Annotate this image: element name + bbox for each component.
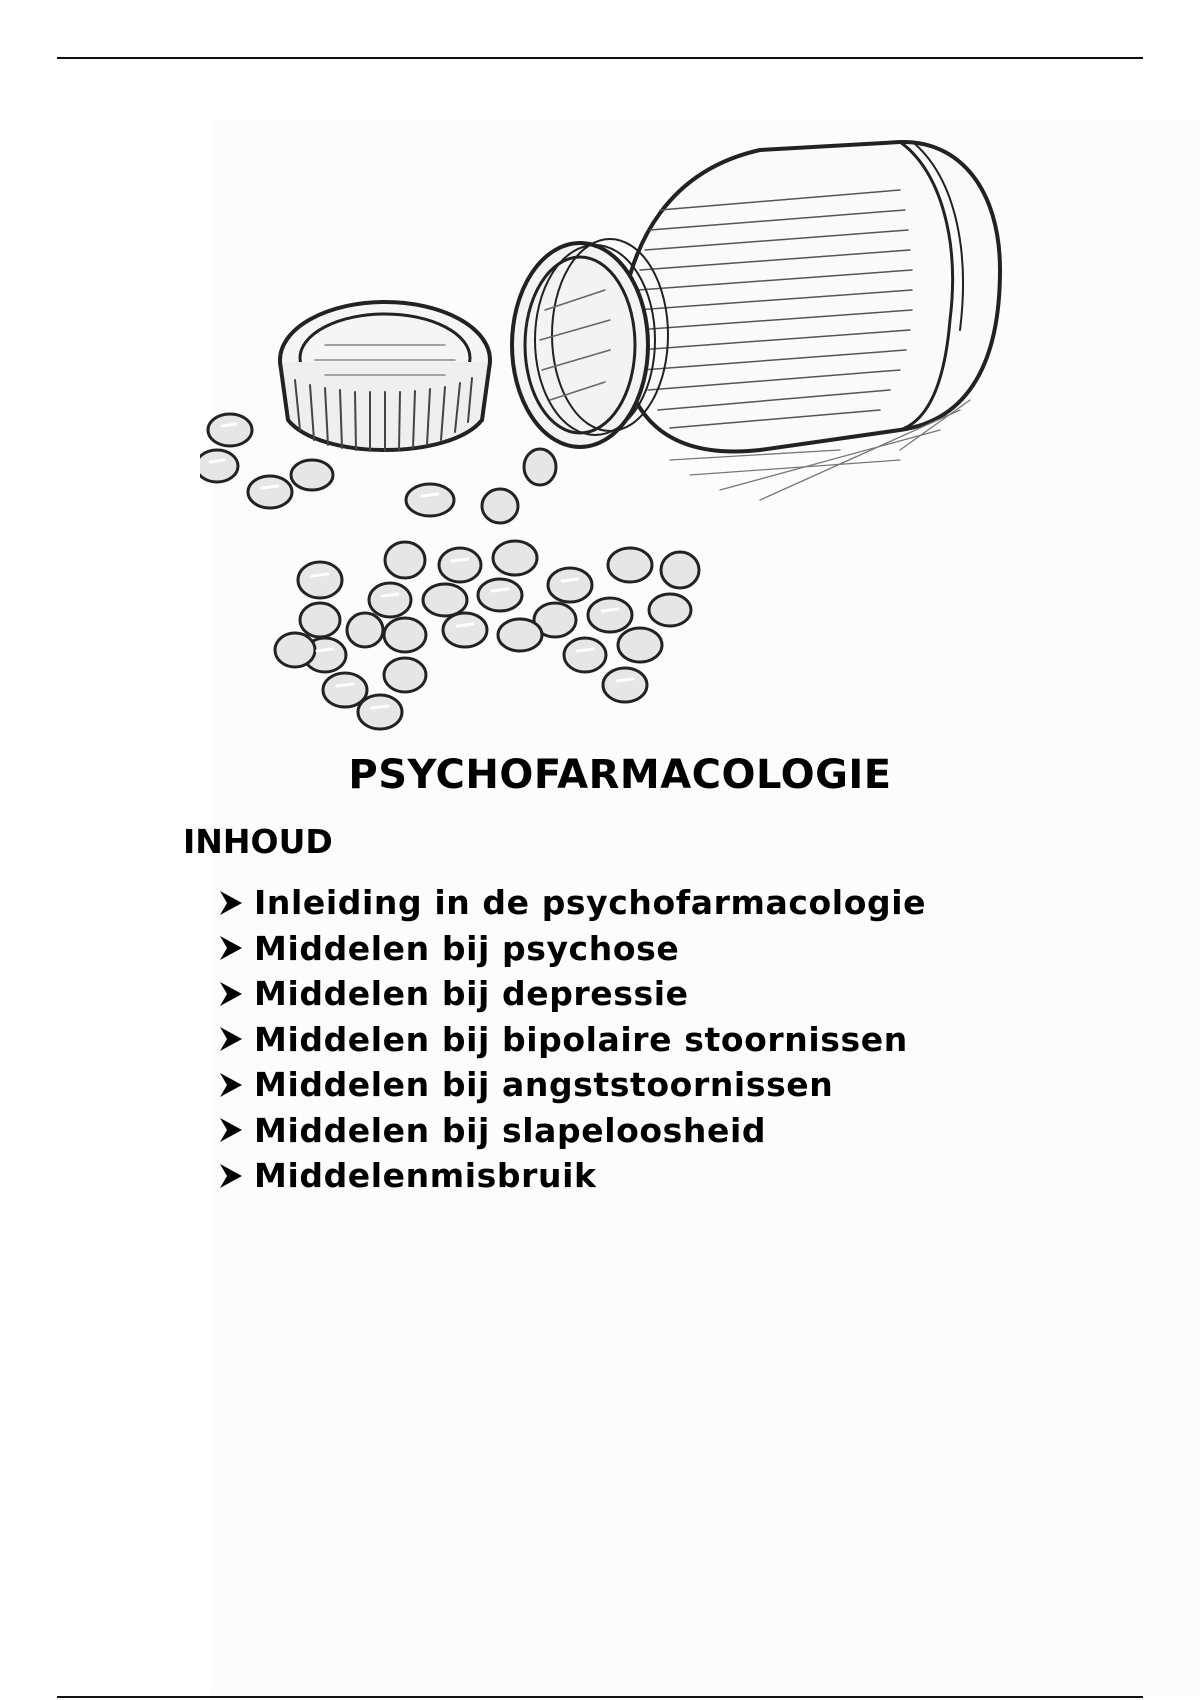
toc-item-label: Middelenmisbruik — [254, 1156, 597, 1196]
toc-item-label: Middelen bij depressie — [254, 974, 689, 1014]
arrowhead-bullet-icon — [218, 979, 254, 1009]
arrowhead-bullet-icon — [218, 1070, 254, 1100]
table-of-contents — [218, 880, 926, 1199]
toc-item-label: Middelen bij bipolaire stoornissen — [254, 1019, 908, 1059]
toc-item-label: Inleiding in de psychofarmacologie — [254, 883, 927, 923]
arrowhead-bullet-icon — [218, 1115, 254, 1145]
header-rule — [57, 57, 1143, 59]
toc-item — [218, 880, 926, 926]
toc-heading: INHOUD — [183, 822, 333, 861]
arrowhead-bullet-icon — [218, 888, 254, 918]
toc-item — [218, 926, 926, 972]
toc-item-label: Middelen bij slapeloosheid — [254, 1110, 767, 1150]
arrowhead-bullet-icon — [218, 1024, 254, 1054]
document-title: PSYCHOFARMACOLOGIE — [348, 752, 892, 798]
toc-item — [218, 1017, 926, 1063]
toc-item — [218, 1108, 926, 1154]
toc-item-label: Middelen bij psychose — [254, 928, 680, 968]
toc-item — [218, 1153, 926, 1199]
footer-rule — [57, 1696, 1143, 1698]
arrowhead-bullet-icon — [218, 1161, 254, 1191]
toc-item-label: Middelen bij angststoornissen — [254, 1065, 834, 1105]
toc-item — [218, 1062, 926, 1108]
arrowhead-bullet-icon — [218, 933, 254, 963]
toc-item — [218, 971, 926, 1017]
pill-bottle-illustration — [200, 130, 1040, 740]
